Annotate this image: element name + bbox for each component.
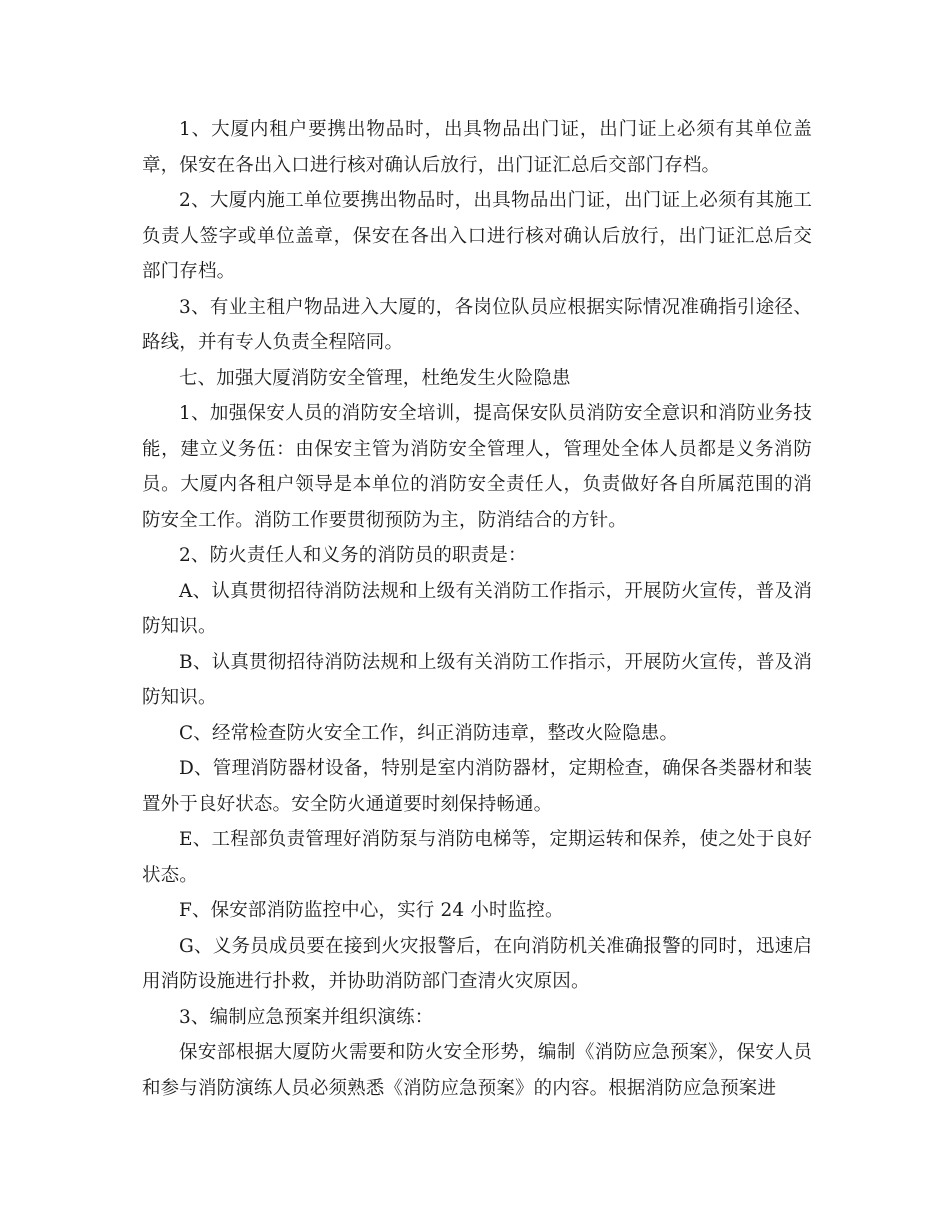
paragraph-incoming-goods: 3、有业主租户物品进入大厦的，各岗位队员应根据实际情况准确指引途径、路线，并有专人负责全程陪同。 bbox=[142, 296, 812, 353]
paragraph-emergency-plan: 保安部根据大厦防火需要和防火安全形势，编制《消防应急预案》，保安人员和参与消防演练人员必须熟悉《消防应急预案》的内容。根据消防应急预案进 bbox=[142, 1042, 812, 1099]
duty-item-f: F、保安部消防监控中心，实行 24 小时监控。 bbox=[179, 900, 564, 921]
duty-item-c: C、经常检查防火安全工作，纠正消防违章，整改火险隐患。 bbox=[179, 722, 679, 744]
paragraph-fire-training: 1、加强保安人员的消防安全培训，提高保安队员消防安全意识和消防业务技能，建立义务伍：由保安主管为消防安全管理人，管理处全体人员都是义务消防员。大厦内各租户领导是本单位的消防安全责任人，负责做好各自所属范围的消防安全工作。消防工作要贯彻预防为主，防消结合的方针。 bbox=[142, 403, 812, 531]
duty-item-g: G、义务员成员要在接到火灾报警后，在向消防机关准确报警的同时，迅速启用消防设施进行扑救，并协助消防部门查清火灾原因。 bbox=[142, 935, 812, 992]
duty-item-a: A、认真贯彻招待消防法规和上级有关消防工作指示，开展防火宣传，普及消防知识。 bbox=[142, 580, 812, 637]
document-body bbox=[142, 112, 812, 1106]
section-heading-fire-safety: 七、加强大厦消防安全管理，杜绝发生火险隐患 bbox=[179, 367, 571, 389]
paragraph-duties-intro: 2、防火责任人和义务的消防员的职责是： bbox=[179, 545, 527, 566]
duty-item-e: E、工程部负责管理好消防泵与消防电梯等，定期运转和保养，使之处于良好状态。 bbox=[142, 829, 812, 886]
duty-item-d: D、管理消防器材设备，特别是室内消防器材，定期检查，确保各类器材和装置外于良好状态。安全防火通道要时刻保持畅通。 bbox=[142, 758, 812, 815]
duty-item-b: B、认真贯彻招待消防法规和上级有关消防工作指示，开展防火宣传，普及消防知识。 bbox=[142, 651, 812, 708]
paragraph-tenant-exit-pass: 1、大厦内租户要携出物品时，出具物品出门证，出门证上必须有其单位盖章，保安在各出入口进行核对确认后放行，出门证汇总后交部门存档。 bbox=[142, 119, 812, 176]
paragraph-emergency-plan-heading: 3、编制应急预案并组织演练： bbox=[179, 1006, 434, 1028]
paragraph-contractor-exit-pass: 2、大厦内施工单位要携出物品时，出具物品出门证，出门证上必须有其施工负责人签字或单位盖章，保安在各出入口进行核对确认后放行，出门证汇总后交部门存档。 bbox=[142, 190, 812, 282]
